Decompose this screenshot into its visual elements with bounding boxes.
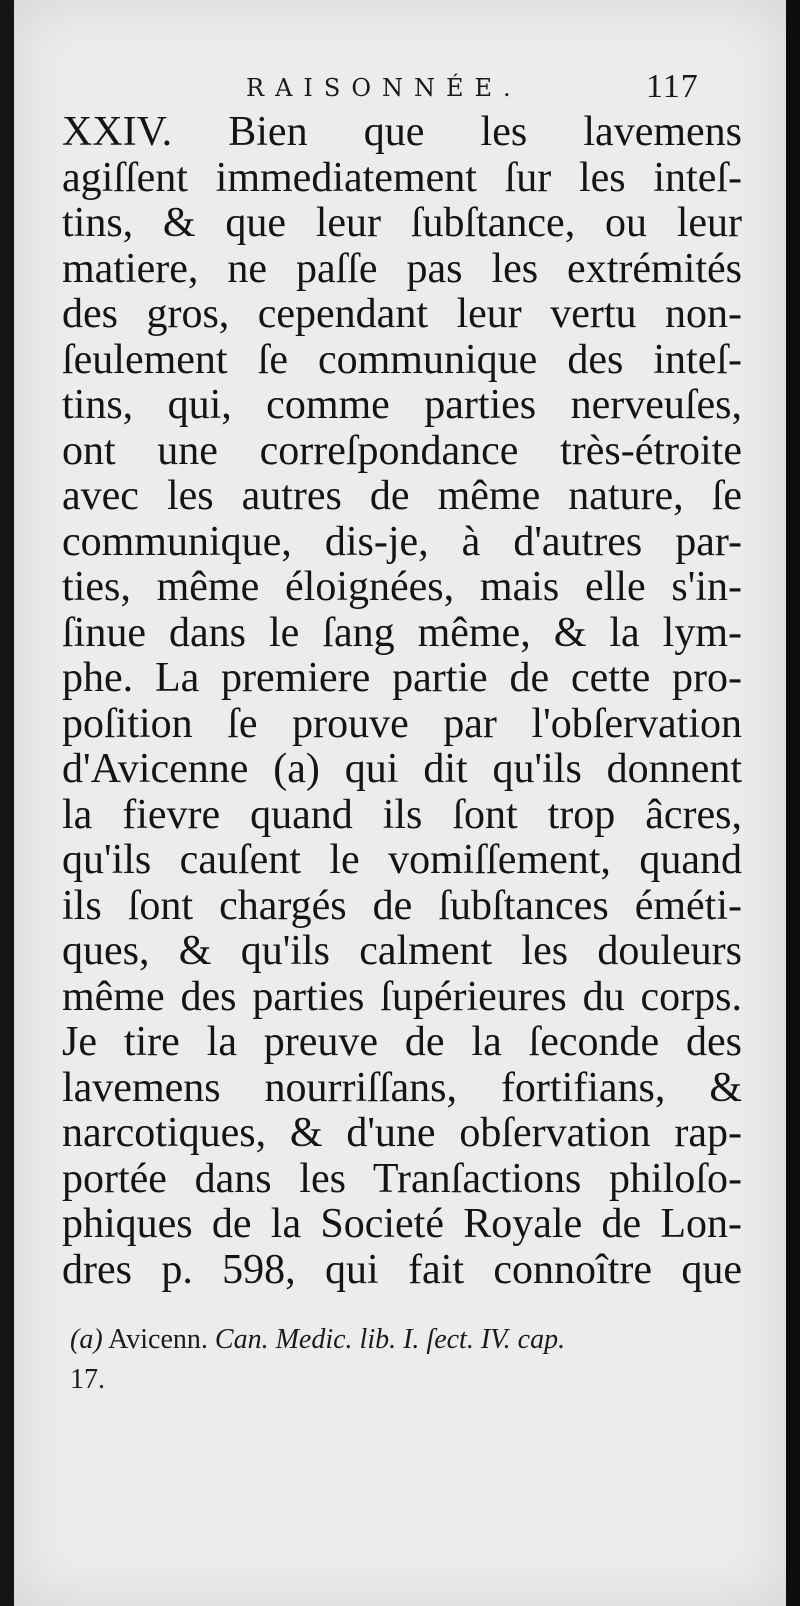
text-line: tins, qui, comme parties nerveuſes,	[62, 382, 742, 428]
text-line: phiques de la Societé Royale de Lon-	[62, 1201, 742, 1247]
text-line: portée dans les Tranſactions philoſo-	[62, 1155, 742, 1202]
footnote-work: Can. Medic. lib. I. ſect. IV. cap.	[214, 1324, 566, 1355]
text-line: Je tire la preuve de la ſeconde des	[62, 1019, 742, 1065]
footnote-marker: (a)	[70, 1324, 103, 1355]
text-line: ties, même éloignées, mais elle s'in-	[62, 564, 742, 610]
page-header	[14, 64, 786, 114]
text-line: la fievre quand ils ſont trop âcres,	[62, 791, 742, 838]
page-right-edge	[786, 0, 800, 1606]
text-line: narcotiques, & d'une obſervation rap-	[62, 1110, 742, 1156]
text-line: ſinue dans le ſang même, & la lym-	[62, 609, 742, 656]
running-title: RAISONNÉE.	[246, 74, 522, 102]
text-line: d'Avicenne (a) qui dit qu'ils donnent	[62, 746, 742, 792]
text-line: agiſſent immediatement ſur les inteſ-	[62, 154, 742, 201]
footnote	[70, 1320, 742, 1400]
text-line: XXIV. Bien que les lavemens	[62, 109, 742, 155]
footnote-continuation: 17.	[70, 1364, 105, 1395]
text-line: matiere, ne paſſe pas les extrémités	[62, 245, 742, 292]
text-line: poſition ſe prouve par l'obſervation	[62, 700, 742, 747]
page-number: 117	[646, 68, 699, 105]
text-line: ſeulement ſe communique des inteſ-	[62, 336, 742, 383]
text-line: même des parties ſupérieures du corps.	[62, 973, 742, 1020]
text-line: qu'ils cauſent le vomiſſement, quand	[62, 837, 742, 883]
text-line: ont une correſpondance très-étroite	[62, 427, 742, 474]
text-line: avec les autres de même nature, ſe	[62, 473, 742, 519]
text-line: communique, dis-je, à d'autres par-	[62, 518, 742, 565]
text-line: ques, & qu'ils calment les douleurs	[62, 928, 742, 974]
footnote-line	[70, 1320, 742, 1360]
body-text	[62, 110, 742, 1293]
text-line: ils ſont chargés de ſubſtances éméti-	[62, 882, 742, 929]
text-line: tins, & que leur ſubſtance, ou leur	[62, 200, 742, 246]
book-page	[14, 0, 786, 1606]
page-left-edge	[0, 0, 14, 1606]
text-line: dres p. 598, qui fait connoître que	[62, 1246, 742, 1293]
footnote-author: Avicenn.	[108, 1324, 208, 1355]
text-line: phe. La premiere partie de cette pro-	[62, 655, 742, 701]
text-line: des gros, cependant leur vertu non-	[62, 291, 742, 337]
text-line: lavemens nourriſſans, fortifians, &	[62, 1064, 742, 1111]
